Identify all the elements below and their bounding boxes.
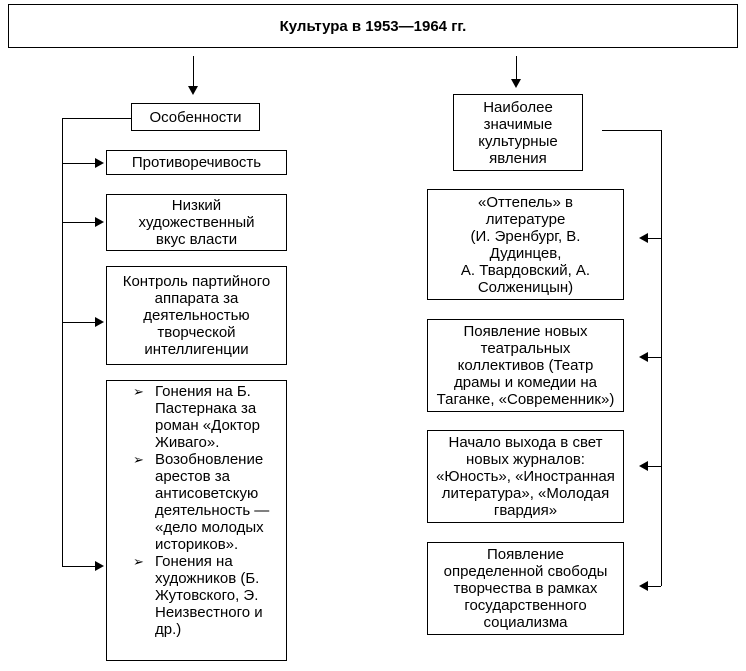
arrow-left-icon (639, 461, 648, 471)
arrow-left-icon (639, 581, 648, 591)
connector-title-left (193, 56, 194, 87)
left-item-text-3: Контроль партийного аппарата за деятельностью творческой интеллигенции (122, 273, 271, 358)
arrow-right-icon (95, 158, 104, 168)
right-spine (661, 130, 662, 586)
arrow-right-icon (95, 217, 104, 227)
left-header-box (131, 103, 260, 131)
right-item-box-4 (427, 542, 624, 635)
left-connector-4 (62, 566, 96, 567)
left-item-box-3 (106, 266, 287, 365)
left-list-box (106, 380, 287, 661)
arrow-left-icon (639, 233, 648, 243)
list-item: ➢ Возобновление арестов за антисоветскую деятельность — «дело молодых историков». (133, 451, 270, 553)
left-header-text: Особенности (149, 108, 242, 126)
left-item-box-2 (106, 194, 287, 251)
left-spine-top (62, 118, 131, 119)
right-connector-3 (647, 466, 661, 467)
right-item-text-4: Появление определенной свободы творчества в рамках государственного социализма (443, 546, 608, 631)
right-item-box-1 (427, 189, 624, 300)
left-connector-1 (62, 163, 96, 164)
right-connector-2 (647, 357, 661, 358)
left-item-box-1 (106, 150, 287, 175)
right-item-box-3 (427, 430, 624, 523)
arrow-bullet-icon: ➢ (133, 554, 144, 569)
right-header-box (453, 94, 583, 171)
right-header-text: Наиболее значимые культурные явления (478, 98, 558, 167)
list-item: ➢ Гонения на художников (Б. Жутовского, Э. Неизвестного и др.) (133, 553, 263, 638)
arrow-right-icon (95, 317, 104, 327)
list-item: ➢ Гонения на Б. Пастернака за роман «Доктор Живаго». (133, 383, 260, 451)
right-item-box-2 (427, 319, 624, 412)
left-connector-3 (62, 322, 96, 323)
left-item-text-1: Противоречивость (131, 154, 262, 171)
right-spine-top (602, 130, 661, 131)
left-item-text-2: Низкий художественный вкус власти (138, 197, 255, 248)
right-item-text-2: Появление новых театральных коллективов (Театр драмы и комедии на Таганке, «Современник») (436, 323, 615, 408)
arrow-left-icon (639, 352, 648, 362)
arrow-bullet-icon: ➢ (133, 384, 144, 399)
title-box (8, 4, 738, 48)
left-bullet-list (107, 383, 282, 638)
right-connector-1 (647, 238, 661, 239)
right-item-text-3: Начало выхода в свет новых журналов: «Юность», «Иностранная литература», «Молодая гвардия» (436, 434, 615, 519)
arrow-down-left-icon (188, 86, 198, 95)
left-connector-2 (62, 222, 96, 223)
title-text: Культура в 1953—1964 гг. (279, 17, 467, 35)
connector-title-right (516, 56, 517, 79)
right-connector-4 (647, 586, 661, 587)
right-item-text-1: «Оттепель» в литературе (И. Эренбург, В. Дудинцев, А. Твардовский, А. Солженицын) (460, 193, 591, 296)
arrow-right-icon (95, 561, 104, 571)
left-spine (62, 118, 63, 566)
arrow-down-right-icon (511, 79, 521, 88)
arrow-bullet-icon: ➢ (133, 452, 144, 467)
